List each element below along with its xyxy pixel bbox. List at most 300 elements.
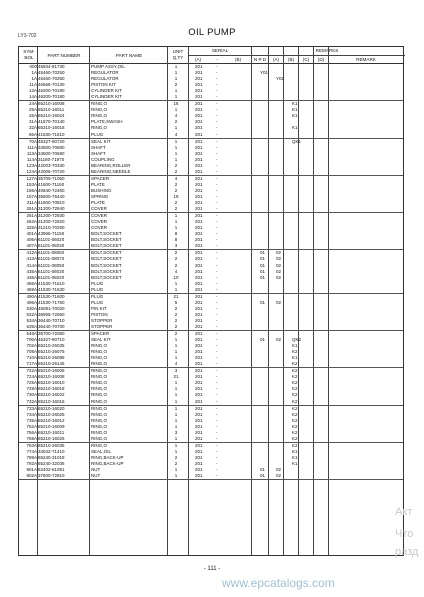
part-name-cell: RING,O	[91, 380, 108, 386]
symbol-cell: 724A	[26, 374, 37, 380]
symbol-cell: 211A	[26, 200, 37, 206]
part-number-cell: 41530-71600	[38, 293, 65, 299]
quantity-cell: 10	[173, 274, 179, 280]
symbol-cell: 733A	[26, 405, 37, 411]
serial-to-cell: -	[216, 250, 218, 256]
part-number-cell: 65210-16011	[38, 429, 65, 435]
header-remark: REMARK	[356, 57, 376, 62]
part-number-cell: 46327-90720	[38, 138, 65, 144]
serial-to-cell: -	[216, 405, 218, 411]
symbol-cell: 789A	[26, 454, 37, 460]
symbol-cell: 468A	[26, 286, 37, 292]
serial-to-cell: -	[216, 144, 218, 150]
quantity-cell: 2	[174, 200, 178, 206]
quantity-cell: 2	[174, 168, 178, 174]
row-group	[19, 213, 403, 250]
part-name-cell: RING,O	[91, 442, 108, 448]
serial-from-cell: 201	[195, 392, 203, 398]
quantity-cell: 4	[174, 268, 178, 274]
table-row	[19, 473, 403, 479]
symbol-cell: 261A	[26, 213, 37, 219]
remark-c-cell: K1	[292, 454, 298, 460]
serial-to-cell: -	[216, 219, 218, 225]
remark-c-cell: K2	[292, 411, 298, 417]
remark-c-cell: K1	[292, 107, 298, 113]
overlay-text: Акт	[395, 506, 413, 518]
quantity-cell: 1	[174, 144, 178, 150]
serial-to-cell: -	[216, 331, 218, 337]
part-number-cell: 65210-16020	[38, 405, 65, 411]
quantity-cell: 2	[174, 82, 178, 88]
part-number-cell: 41530-71610	[38, 131, 65, 137]
remark-a-cell: 01	[260, 262, 266, 268]
symbol-cell: 792A	[26, 461, 37, 466]
remark-c-cell: K2	[292, 374, 298, 380]
serial-to-cell: -	[216, 64, 218, 69]
serial-to-cell: -	[216, 429, 218, 435]
symbol-cell: 534A	[26, 317, 37, 323]
part-number-cell: 65210-16022	[38, 392, 65, 398]
part-name-cell: SEAL KIT	[91, 138, 111, 144]
quantity-cell: 4	[174, 113, 178, 119]
remark-b-cell: 02	[276, 299, 282, 305]
serial-to-cell: -	[216, 467, 218, 473]
symbol-cell: 490A	[26, 293, 37, 299]
part-number-cell: 31200-72920	[38, 219, 65, 225]
symbol-cell: 532A	[26, 311, 37, 317]
symbol-cell: 466A	[26, 280, 37, 286]
part-number-cell: 62402-61081	[38, 467, 65, 473]
quantity-cell: 21	[173, 374, 179, 380]
serial-from-cell: 201	[195, 374, 203, 380]
part-name-cell: STOPPER	[91, 317, 113, 323]
remark-a-cell: 01	[260, 473, 266, 479]
symbol-cell: 752A	[26, 423, 37, 429]
part-number-cell: 35600-75440	[38, 193, 65, 199]
part-number-cell: 37600-72810	[38, 473, 65, 479]
serial-to-cell: -	[216, 286, 218, 292]
part-name-cell: SPACER	[91, 175, 110, 181]
serial-from-cell: 201	[195, 454, 203, 460]
serial-to-cell: -	[216, 317, 218, 323]
part-number-cell: 31200-72940	[38, 206, 65, 212]
quantity-cell: 1	[174, 156, 178, 162]
serial-to-cell: -	[216, 473, 218, 479]
remark-c-cell: K2	[292, 386, 298, 392]
symbol-cell: 774A	[26, 448, 37, 454]
serial-to-cell: -	[216, 213, 218, 219]
part-name-cell: RING,O	[91, 435, 108, 441]
serial-to-cell: -	[216, 181, 218, 187]
part-number-cell: 31160-71970	[38, 156, 65, 162]
quantity-cell: 2	[174, 323, 178, 329]
row-group	[19, 331, 403, 368]
quantity-cell: 16	[173, 101, 179, 107]
quantity-cell: 1	[174, 125, 178, 131]
serial-from-cell: 201	[195, 473, 203, 479]
header-serial-dash: -	[216, 57, 218, 62]
symbol-cell: 263A	[26, 219, 37, 225]
part-name-cell: SHAFT	[91, 150, 106, 156]
quantity-cell: 2	[174, 454, 178, 460]
remark-c-cell: K2	[292, 392, 298, 398]
header-unit-qty: UNIT Q,TY	[172, 49, 184, 60]
table-row	[19, 243, 403, 249]
serial-from-cell: 201	[195, 94, 203, 100]
quantity-cell: 1	[174, 88, 178, 94]
symbol-cell: 725A	[26, 380, 37, 386]
serial-from-cell: 201	[195, 323, 203, 329]
quantity-cell: 2	[174, 461, 178, 466]
part-number-cell: 46327-90710	[38, 337, 65, 343]
part-number-cell: 65210-16026	[38, 435, 65, 441]
remark-c-cell: K2	[292, 398, 298, 404]
row-group	[19, 406, 403, 443]
quantity-cell: 8	[174, 237, 178, 243]
symbol-cell: 114A	[26, 156, 37, 162]
quantity-cell: 1	[174, 398, 178, 404]
quantity-cell: 3	[174, 429, 178, 435]
serial-from-cell: 201	[195, 125, 203, 131]
serial-to-cell: -	[216, 70, 218, 76]
symbol-cell: 1A	[31, 76, 37, 82]
symbol-cell: 11A	[29, 82, 37, 88]
part-name-cell: RING,O	[91, 429, 108, 435]
row-group	[19, 250, 403, 293]
part-number-cell: 61101-06030	[38, 268, 65, 274]
header-serial: SERIAL	[211, 48, 229, 53]
part-name-cell: NUT	[91, 473, 101, 479]
remark-c-cell: K2	[292, 380, 298, 386]
part-name-cell: REGULATOR	[91, 70, 119, 76]
serial-to-cell: -	[216, 305, 218, 311]
quantity-cell: 1	[174, 150, 178, 156]
remark-a-cell: 01	[260, 299, 266, 305]
part-name-cell: BOLT,SOCKET	[91, 268, 122, 274]
symbol-cell: 25A	[28, 107, 37, 113]
serial-to-cell: -	[216, 392, 218, 398]
part-name-cell: BOLT,SOCKET	[91, 237, 122, 243]
quantity-cell: 4	[174, 131, 178, 137]
serial-to-cell: -	[216, 280, 218, 286]
symbol-cell: 13A	[28, 88, 37, 94]
remark-a-cell: Y01	[260, 70, 269, 76]
part-number-cell: 36965-72060	[38, 311, 65, 317]
symbol-cell: 802A	[26, 473, 37, 479]
serial-to-cell: -	[216, 256, 218, 262]
symbol-cell: 156A	[26, 187, 37, 193]
remark-a-cell: 01	[260, 467, 266, 473]
part-number-cell: 65210-16016	[38, 398, 65, 404]
serial-from-cell: 201	[195, 317, 203, 323]
part-name-cell: RING,O	[91, 411, 108, 417]
remark-c-cell: QK1	[292, 138, 302, 144]
remark-c-cell: K2	[292, 423, 298, 429]
serial-from-cell: 201	[195, 113, 203, 119]
header-remark-c: (C)	[302, 57, 310, 62]
serial-from-cell: 201	[195, 200, 203, 206]
quantity-cell: 2	[174, 262, 178, 268]
serial-from-cell: 201	[195, 107, 203, 113]
part-number-cell: 65210-16018	[38, 125, 65, 131]
quantity-cell: 1	[174, 448, 178, 454]
serial-from-cell: 201	[195, 138, 203, 144]
quantity-cell: 1	[174, 442, 178, 448]
remark-c-cell: K1	[292, 355, 298, 361]
part-name-cell: RING,O	[91, 398, 108, 404]
quantity-cell: 1	[174, 94, 178, 100]
serial-from-cell: 201	[195, 256, 203, 262]
remark-a-cell: 01	[260, 250, 266, 256]
part-name-cell: RING,BACK-UP	[91, 461, 124, 466]
serial-to-cell: -	[216, 237, 218, 243]
part-number-cell: 42006-70720	[38, 168, 65, 174]
row-group	[19, 64, 403, 101]
symbol-cell: 702A	[26, 343, 37, 349]
quantity-cell: 2	[174, 317, 178, 323]
table-row	[19, 94, 403, 100]
quantity-cell: 3	[174, 243, 178, 249]
part-number-cell: 41600-70810	[38, 200, 65, 206]
part-number-cell: 65210-16012	[38, 417, 65, 423]
serial-to-cell: -	[216, 101, 218, 107]
part-name-cell: RING,O	[91, 125, 108, 131]
symbol-cell: 732A	[26, 398, 37, 404]
remark-b-cell: 02	[276, 268, 282, 274]
serial-to-cell: -	[216, 225, 218, 231]
part-name-cell: COVER	[91, 213, 108, 219]
quantity-cell: 1	[174, 467, 178, 473]
serial-from-cell: 201	[195, 274, 203, 280]
part-name-cell: SHAFT	[91, 144, 106, 150]
remark-b-cell: 02	[276, 262, 282, 268]
part-name-cell: PLUG	[91, 293, 104, 299]
part-number-cell: 61101-06020	[38, 237, 65, 243]
serial-to-cell: -	[216, 150, 218, 156]
part-number-cell: 34042-71410	[38, 448, 65, 454]
serial-to-cell: -	[216, 374, 218, 380]
serial-from-cell: 201	[195, 193, 203, 199]
quantity-cell: 1	[174, 343, 178, 349]
remark-a-cell: 01	[260, 268, 266, 274]
part-name-cell: RING,O	[91, 368, 108, 374]
serial-from-cell: 201	[195, 88, 203, 94]
table-header	[19, 47, 403, 64]
serial-to-cell: -	[216, 187, 218, 193]
quantity-cell: 1	[174, 473, 178, 479]
part-number-cell: 34500-70680	[38, 144, 65, 150]
part-name-cell: BOLT,SOCKET	[91, 256, 122, 262]
serial-to-cell: -	[216, 193, 218, 199]
serial-from-cell: 201	[195, 411, 203, 417]
quantity-cell: 1	[174, 107, 178, 113]
quantity-cell: 1	[174, 70, 178, 76]
header-serial-a: (A)	[194, 57, 202, 62]
serial-from-cell: 201	[195, 64, 203, 69]
serial-from-cell: 201	[195, 82, 203, 88]
quantity-cell: 1	[174, 219, 178, 225]
row-group	[19, 176, 403, 213]
remark-a-cell: 01	[260, 274, 266, 280]
header-remarks: REMARKS	[315, 48, 339, 53]
part-name-cell: REGULATOR	[91, 76, 119, 82]
header-serial-b: (B)	[234, 57, 242, 62]
part-name-cell: SEAL KIT	[91, 337, 111, 343]
quantity-cell: 2	[174, 256, 178, 262]
header-subdivider	[189, 55, 405, 56]
page-title: OIL PUMP	[188, 27, 236, 38]
symbol-cell: 401A	[26, 231, 37, 237]
part-name-cell: PLATE	[91, 181, 105, 187]
remark-c-cell: K2	[292, 361, 298, 367]
part-number-cell: 65210-26035	[38, 343, 65, 349]
quantity-cell: 4	[174, 361, 178, 367]
part-name-cell: BOLT,SOCKET	[91, 231, 122, 237]
overlay-text: разд	[395, 546, 419, 558]
symbol-cell: 157A	[26, 193, 37, 199]
serial-from-cell: 201	[195, 461, 203, 466]
serial-to-cell: -	[216, 448, 218, 454]
part-name-cell: STOPPER	[91, 323, 113, 329]
part-number-cell: 65210-16010	[38, 380, 65, 386]
serial-to-cell: -	[216, 323, 218, 329]
serial-from-cell: 201	[195, 293, 203, 299]
quantity-cell: 2	[174, 119, 178, 125]
serial-from-cell: 201	[195, 187, 203, 193]
serial-to-cell: -	[216, 94, 218, 100]
quantity-cell: 1	[174, 423, 178, 429]
quantity-cell: 1	[174, 213, 178, 219]
serial-to-cell: -	[216, 386, 218, 392]
quantity-cell: 1	[174, 435, 178, 441]
symbol-cell: 000	[29, 64, 37, 69]
row-group	[19, 443, 403, 480]
remark-c-cell: K1	[292, 461, 298, 466]
part-number-cell: 36440-70710	[38, 317, 65, 323]
quantity-cell: 1	[174, 380, 178, 386]
quantity-cell: 4	[174, 175, 178, 181]
part-number-cell: 40840-72460	[38, 187, 65, 193]
part-number-cell: 61101-06030	[38, 243, 65, 249]
symbol-cell: 730A	[26, 392, 37, 398]
symbol-cell: 722A	[26, 368, 37, 374]
symbol-cell: 113A	[26, 150, 37, 156]
serial-from-cell: 201	[195, 262, 203, 268]
serial-from-cell: 201	[195, 311, 203, 317]
remark-c-cell: K2	[292, 368, 298, 374]
quantity-cell: 2	[174, 331, 178, 337]
serial-from-cell: 201	[195, 442, 203, 448]
quantity-cell: 1	[174, 337, 178, 343]
quantity-cell: 1	[174, 64, 178, 69]
part-number-cell: 65210-26035	[38, 442, 65, 448]
part-number-cell: 41600-71160	[38, 181, 65, 187]
symbol-cell: 31A	[28, 119, 37, 125]
part-name-cell: BUSHING	[91, 187, 112, 193]
serial-to-cell: -	[216, 243, 218, 249]
symbol-cell: 763A	[26, 442, 37, 448]
symbol-cell: 70A	[28, 138, 37, 144]
symbol-cell: 708A	[26, 349, 37, 355]
serial-from-cell: 201	[195, 280, 203, 286]
symbol-cell: 756A	[26, 429, 37, 435]
remark-c-cell: K2	[292, 405, 298, 411]
header-remark-a: (A)	[272, 57, 280, 62]
serial-to-cell: -	[216, 119, 218, 125]
quantity-cell: 1	[174, 411, 178, 417]
remark-c-cell: QK2	[292, 337, 302, 343]
serial-to-cell: -	[216, 156, 218, 162]
table-row	[19, 287, 403, 293]
serial-to-cell: -	[216, 138, 218, 144]
serial-from-cell: 201	[195, 131, 203, 137]
symbol-cell: 710A	[26, 355, 37, 361]
remark-c-cell: K1	[292, 113, 298, 119]
serial-to-cell: -	[216, 125, 218, 131]
serial-to-cell: -	[216, 461, 218, 466]
serial-from-cell: 201	[195, 305, 203, 311]
part-name-cell: NUT	[91, 467, 101, 473]
part-number-cell: 34500-70690	[38, 150, 65, 156]
part-name-cell: BOLT,SOCKET	[91, 262, 122, 268]
serial-to-cell: -	[216, 355, 218, 361]
table-row	[19, 324, 403, 330]
remark-c-cell: K2	[292, 442, 298, 448]
part-name-cell: BEARING,ROLLER	[91, 162, 131, 168]
serial-to-cell: -	[216, 454, 218, 460]
part-name-cell: CYLINDER KIT	[91, 88, 123, 94]
part-number-cell: 41530-71610	[38, 280, 65, 286]
part-number-cell: 35700-71060	[38, 175, 65, 181]
serial-to-cell: -	[216, 398, 218, 404]
symbol-cell: 123A	[26, 162, 37, 168]
part-number-cell: 65210-16018	[38, 386, 65, 392]
serial-from-cell: 201	[195, 206, 203, 212]
serial-to-cell: -	[216, 417, 218, 423]
serial-from-cell: 201	[195, 337, 203, 343]
symbol-cell: 759A	[26, 435, 37, 441]
part-name-cell: RING,BACK-UP	[91, 454, 124, 460]
serial-to-cell: -	[216, 311, 218, 317]
row-group	[19, 368, 403, 405]
quantity-cell: 2	[174, 162, 178, 168]
serial-to-cell: -	[216, 162, 218, 168]
header-npd: N P D	[253, 57, 267, 62]
serial-from-cell: 201	[195, 70, 203, 76]
quantity-cell: 1	[174, 280, 178, 286]
serial-from-cell: 201	[195, 380, 203, 386]
part-name-cell: PIN KIT	[91, 305, 107, 311]
serial-from-cell: 201	[195, 213, 203, 219]
document-code: LY3-702	[18, 33, 37, 39]
watermark: www.epcatalogs.com	[222, 576, 335, 590]
remark-b-cell: 02	[276, 337, 282, 343]
remark-c-cell: K2	[292, 435, 298, 441]
symbol-cell: 1A	[31, 70, 37, 76]
remark-b-cell: 02	[276, 473, 282, 479]
serial-to-cell: -	[216, 200, 218, 206]
remark-b-cell: Y02	[276, 76, 285, 82]
row-group	[19, 139, 403, 176]
serial-to-cell: -	[216, 343, 218, 349]
part-name-cell: RING,O	[91, 101, 108, 107]
part-number-cell: 65210-16006	[38, 368, 65, 374]
symbol-cell: 412A	[26, 250, 37, 256]
part-number-cell: 35700-72050	[38, 331, 65, 337]
symbol-cell: 717A	[26, 361, 37, 367]
serial-from-cell: 201	[195, 286, 203, 292]
part-number-cell: 61101-08050	[38, 250, 65, 256]
